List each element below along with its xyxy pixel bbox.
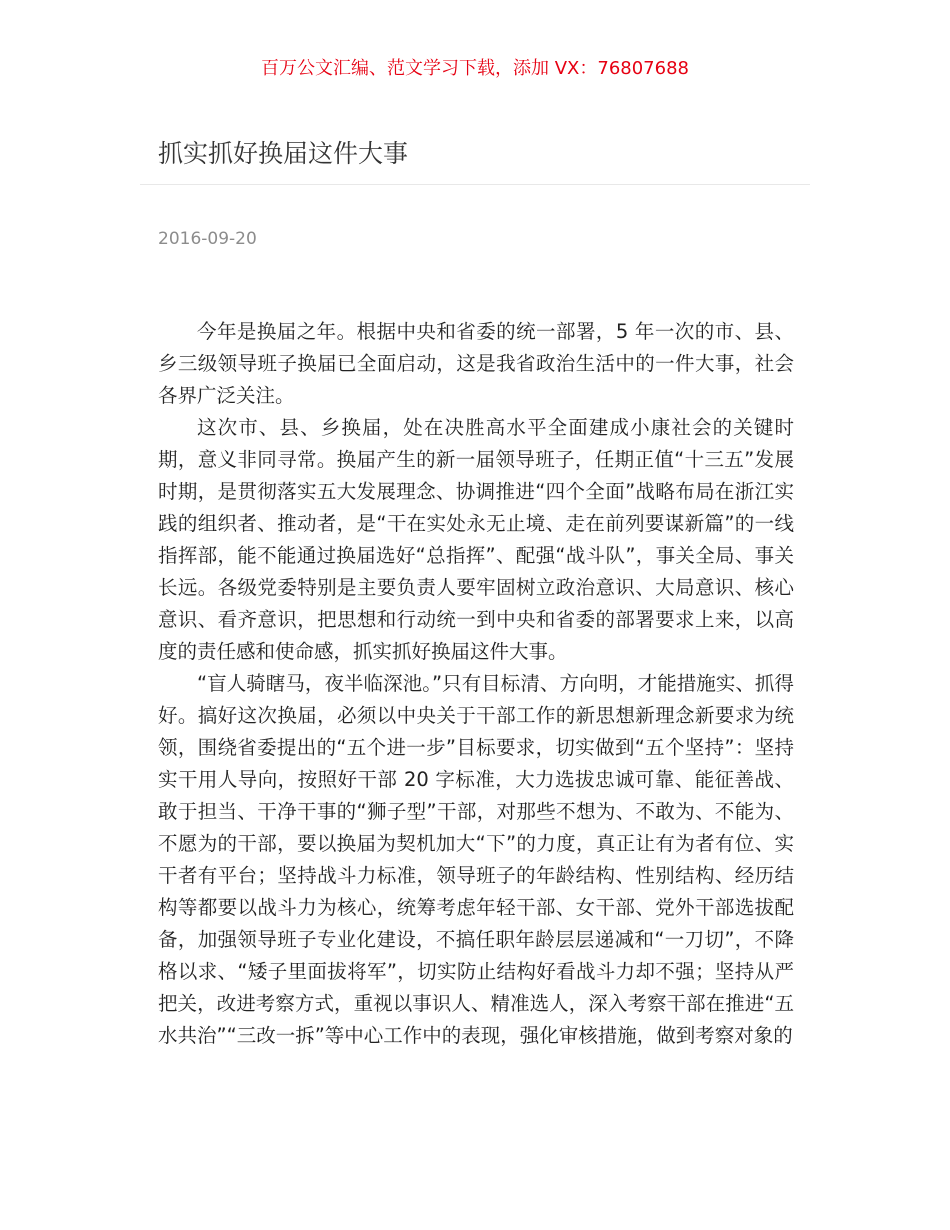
- promo-banner: 百万公文汇编、范文学习下载，添加 VX：76807688: [261, 58, 689, 79]
- paragraph: 这次市、县、乡换届，处在决胜高水平全面建成小康社会的关键时期，意义非同寻常。换届产生的新一届领导班子，任期正值“十三五”发展时期，是贯彻落实五大发展理念、协调推进“四个全面”战略布局在浙江实践的组织者、推动者，是“干在实处永无止境、走在前列要谋新篇”的一线指挥部，能不能通过换届选好“总指挥”、配强“战斗队”，事关全局、事关长远。各级党委特别是主要负责人要牢固树立政治意识、大局意识、核心意识、看齐意识，把思想和行动统一到中央和省委的部署要求上来，以高度的责任感和使命感，抓实抓好换届这件大事。: [158, 416, 794, 663]
- title-divider: [140, 184, 810, 185]
- publish-date: 2016-09-20: [158, 229, 257, 249]
- paragraph: “盲人骑瞎马，夜半临深池。”只有目标清、方向明，才能措施实、抓得好。搞好这次换届，必须以中央关于干部工作的新思想新理念新要求为统领，围绕省委提出的“五个进一步”目标要求，切实做到“五个坚持”：坚持实干用人导向，按照好干部 20 字标准，大力选拔忠诚可靠、能征善战、敢于担当、干净干事的“狮子型”干部，对那些不想为、不敢为、不能为、不愿为的干部，要以换届为契机加大“下”的力度，真正让有为者有位、实干者有平台；坚持战斗力标准，领导班子的年龄结构、性别结构、经历结构等都要以战斗力为核心，统筹考虑年轻干部、女干部、党外干部选拔配备，加强领导班子专业化建设，不搞任职年龄层层递减和“一刀切”，不降格以求、“矮子里面拔将军”，切实防止结构好看战斗力却不强；坚持从严把关，改进考察方式，重视以事识人、精准选人，深入考察干部在推进“五水共治”“三改一拆”等中心工作中的表现，强化审核措施，做到考察对象的: [158, 672, 794, 1047]
- paragraph: 今年是换届之年。根据中央和省委的统一部署，5 年一次的市、县、乡三级领导班子换届已全面启动，这是我省政治生活中的一件大事，社会各界广泛关注。: [158, 320, 794, 407]
- article-body: [158, 316, 794, 1052]
- article-title: 抓实抓好换届这件大事: [158, 139, 409, 168]
